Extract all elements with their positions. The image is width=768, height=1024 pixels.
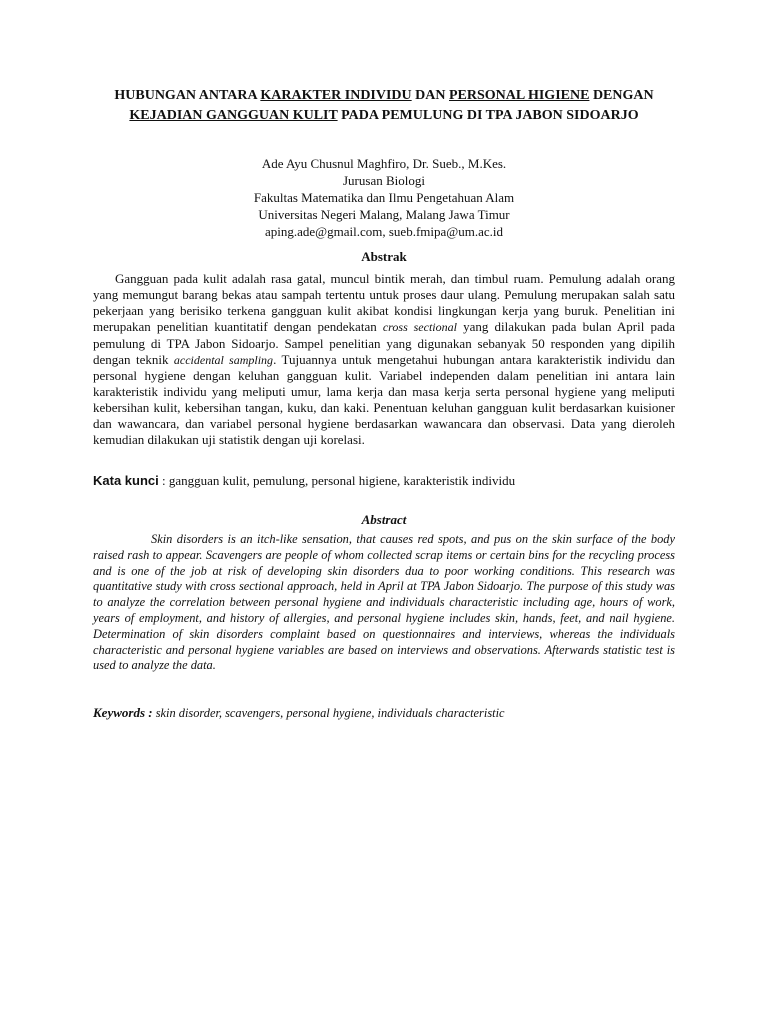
abstrak-term-cross-sectional: cross sectional bbox=[382, 319, 457, 334]
keywords-label: Keywords : bbox=[93, 705, 153, 720]
paper-title bbox=[100, 86, 668, 126]
abstrak-paragraph bbox=[93, 271, 675, 448]
kata-kunci-label: Kata kunci bbox=[93, 473, 159, 488]
title-part-2: DAN bbox=[411, 88, 449, 103]
title-underlined-kejadian-gangguan-kulit: KEJADIAN GANGGUAN KULIT bbox=[129, 108, 338, 123]
keywords-line bbox=[93, 704, 675, 722]
abstrak-text-1: Gangguan pada kulit adalah rasa gatal, muncul bintik merah, dan timbul ruam. Pemulung adalah orang yang memungut barang bekas atau sampah tertentu untuk proses daur ulang. Pemulung merupakan salah satu pekerjaan yang berisiko terkena gangguan kulit akibat kondisi lingkungan kerja yang buruk. Penelitian ini merupakan penelitian kuantitatif dengan pendekatan bbox=[93, 271, 675, 334]
author-faculty: Fakultas Matematika dan Ilmu Pengetahuan Alam bbox=[253, 190, 515, 205]
abstrak-text-3: . Tujuannya untuk mengetahui hubungan antara karakteristik individu dan personal hygiene dengan keluhan gangguan kulit. Variabel independen dalam penelitian ini antara lain karakteristik individu yang meliputi umur, lama kerja dan masa kerja serta personal hygiene yang meliputi kebersihan kulit, kebersihan tangan, kuku, dan kaki. Penentuan keluhan gangguan kulit berdasarkan kuisioner dan wawancara, dan variabel personal hygiene berdasarkan wawancara dan observasi. Data yang dieroleh kemudian dilakukan uji statistik dengan uji korelasi. bbox=[93, 351, 675, 448]
kata-kunci-line bbox=[93, 472, 675, 489]
abstract-paragraph: Skin disorders is an itch-like sensation, that causes red spots, and pus on the skin surface of the body raised rash to appear. Scavengers are people of whom collected scrap items or certain bins for the recycling process and is one of the job at risk of developing skin disorders dua to poor working conditions. This research was quantitative study with cross sectional approach, held in April at TPA Jabon Sidoarjo. The purpose of this study was to analyze the correlation between personal hygiene and individuals characteristic including age, hours of work, years of employment, and history of allergies, and personal hygiene includes skin, hands, feet, and nail hygiene. Determination of skin disorders complaint based on questionnaires and interviews, whereas the individuals characteristic and personal hygiene variables are based on interviews and observations. Afterwards statistic test is used to analyze the data. bbox=[93, 532, 675, 673]
keywords-value: skin disorder, scavengers, personal hygiene, individuals characteristic bbox=[152, 706, 505, 720]
title-part-4: PADA PEMULUNG DI TPA JABON SIDOARJO bbox=[337, 108, 639, 123]
kata-kunci-value: : gangguan kulit, pemulung, personal higiene, karakteristik individu bbox=[158, 473, 516, 488]
abstract-heading: Abstract bbox=[361, 512, 407, 527]
author-emails: aping.ade@gmail.com, sueb.fmipa@um.ac.id bbox=[264, 224, 504, 239]
title-underlined-karakter-individu: KARAKTER INDIVIDU bbox=[260, 88, 412, 103]
title-part-3: DENGAN bbox=[589, 88, 654, 103]
abstrak-text-2: yang dilakukan pada bulan April pada pemulung di TPA Jabon Sidoarjo. Sampel penelitian yang digunakan sebanyak 50 responden yang dipilih dengan teknik bbox=[93, 318, 676, 367]
title-part-1: HUBUNGAN ANTARA bbox=[114, 88, 261, 103]
author-department: Jurusan Biologi bbox=[343, 173, 425, 188]
abstrak-term-accidental-sampling: accidental sampling bbox=[173, 352, 274, 367]
abstrak-heading: Abstrak bbox=[361, 249, 407, 264]
author-names: Ade Ayu Chusnul Maghfiro, Dr. Sueb., M.Kes. bbox=[261, 156, 507, 171]
author-university: Universitas Negeri Malang, Malang Jawa Timur bbox=[258, 207, 510, 222]
author-block bbox=[100, 155, 668, 240]
title-underlined-personal-higiene: PERSONAL HIGIENE bbox=[449, 88, 590, 103]
